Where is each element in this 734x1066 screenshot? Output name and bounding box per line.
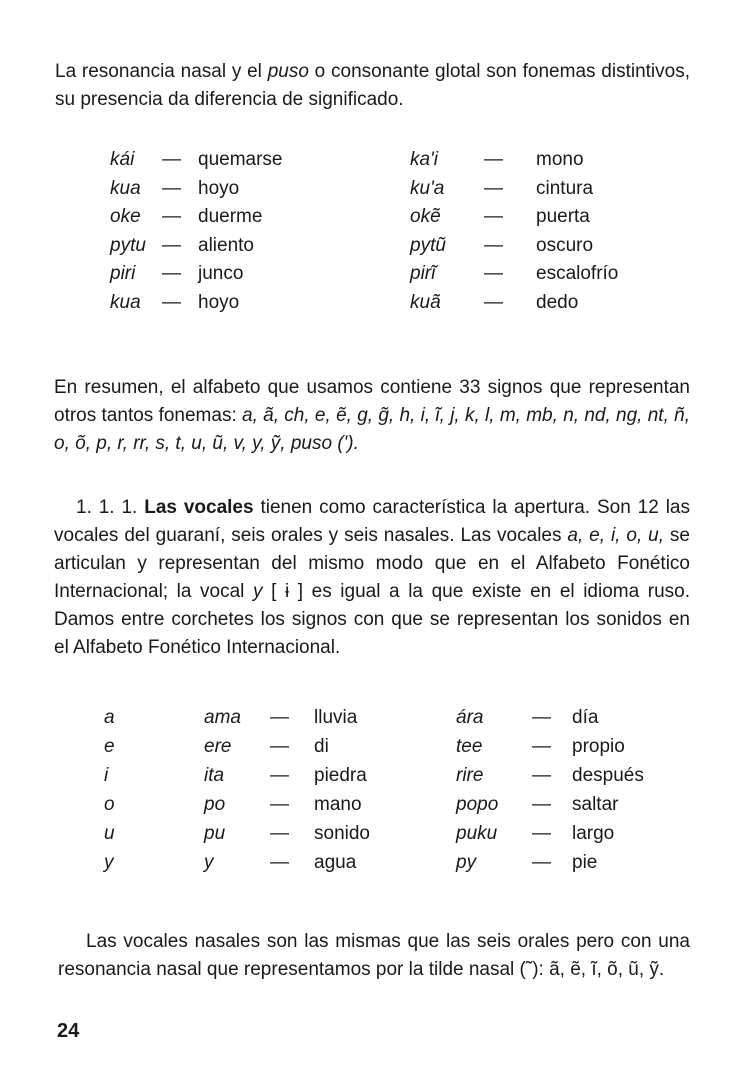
oral-vowel-list: a, e, i, o, u, bbox=[567, 525, 664, 546]
vowels-text-a: tienen como característica la apertura. Son 12 las vocales del guaraní, seis orales y seis nasales. Las vocales bbox=[54, 497, 690, 546]
meaning-oral: aliento bbox=[198, 234, 254, 256]
meaning-2: pie bbox=[572, 852, 598, 873]
word-glottal: pirĩ bbox=[410, 263, 436, 284]
intro-paragraph bbox=[55, 58, 690, 114]
vowels-text-b: se articulan y representan del mismo modo que en el Alfabeto Fonético Internacional; la vocal bbox=[54, 525, 690, 602]
meaning-2: largo bbox=[572, 823, 615, 844]
word-1: po bbox=[204, 794, 226, 815]
page-number: 24 bbox=[57, 1020, 80, 1042]
vowel: e bbox=[104, 736, 115, 757]
nasal-text: Las vocales nasales son las mismas que las seis orales pero con una resonancia nasal que representamos por la tilde nasal (˜): ã, ẽ, ĩ, õ, ũ, ỹ. bbox=[58, 931, 690, 980]
vowels-paragraph bbox=[54, 494, 690, 662]
dash: — bbox=[162, 291, 181, 313]
meaning-glottal: mono bbox=[536, 149, 584, 170]
meaning-2: propio bbox=[572, 736, 625, 757]
nasal-vowels-paragraph bbox=[58, 928, 690, 984]
dash: — bbox=[532, 765, 551, 786]
meaning-glottal: oscuro bbox=[536, 234, 594, 256]
alphabet-list: a, ã, ch, e, ẽ, g, g̃, h, i, ĩ, j, k, l, m, mb, n, nd, ng, nt, ñ, o, õ, p, r, rr, s, t, u, ũ, v, y, ỹ, puso ('). bbox=[54, 405, 690, 454]
vowel-example-row bbox=[104, 790, 664, 819]
meaning-oral: duerme bbox=[198, 206, 263, 227]
word-glottal: pytũ bbox=[410, 234, 446, 256]
dash: — bbox=[484, 263, 503, 284]
intro-text-b: o consonante glotal son fonemas distintivos, su presencia da diferencia de significado. bbox=[55, 61, 690, 110]
dash: — bbox=[162, 149, 181, 170]
dash: — bbox=[532, 794, 551, 815]
dash: — bbox=[162, 263, 181, 284]
dash: — bbox=[162, 177, 181, 199]
summary-text: En resumen, el alfabeto que usamos contiene 33 signos que representan otros tantos fonemas: bbox=[54, 377, 690, 426]
vowels-text-c: [ ɨ ] es igual a la que existe en el idioma ruso. Damos entre corchetes los signos con que se representan los sonidos en el Alfabeto Fonético Internacional. bbox=[54, 581, 690, 658]
word-2: ára bbox=[456, 707, 484, 728]
word-oral: piri bbox=[110, 263, 136, 284]
meaning-2: saltar bbox=[572, 794, 619, 815]
dash: — bbox=[532, 823, 551, 844]
glottal-example-row bbox=[110, 289, 630, 318]
dash: — bbox=[162, 206, 181, 227]
word-oral: kua bbox=[110, 177, 141, 199]
vowel: o bbox=[104, 794, 115, 815]
word-glottal: kuã bbox=[410, 291, 441, 313]
meaning-glottal: escalofrío bbox=[536, 263, 619, 284]
word-2: rire bbox=[456, 765, 484, 786]
word-1: ere bbox=[204, 736, 232, 757]
vowel-example-row bbox=[104, 761, 664, 790]
meaning-2: después bbox=[572, 765, 644, 786]
vowel-example-row bbox=[104, 848, 664, 877]
word-1: ita bbox=[204, 765, 225, 786]
meaning-1: agua bbox=[314, 852, 357, 873]
dash: — bbox=[484, 234, 503, 256]
meaning-1: sonido bbox=[314, 823, 370, 844]
dash: — bbox=[484, 177, 503, 199]
glottal-example-row bbox=[110, 260, 630, 289]
glottal-examples-table bbox=[110, 146, 630, 317]
word-glottal: ka'i bbox=[410, 149, 438, 170]
word-1: ama bbox=[204, 707, 241, 728]
dash: — bbox=[270, 765, 289, 786]
word-oral: kua bbox=[110, 291, 141, 313]
dash: — bbox=[532, 736, 551, 757]
meaning-1: mano bbox=[314, 794, 362, 815]
word-2: popo bbox=[456, 794, 499, 815]
dash: — bbox=[162, 234, 181, 256]
vowel-examples-table bbox=[104, 703, 664, 877]
meaning-oral: hoyo bbox=[198, 177, 240, 199]
meaning-oral: quemarse bbox=[198, 149, 283, 170]
dash: — bbox=[270, 852, 289, 873]
meaning-1: di bbox=[314, 736, 329, 757]
dash: — bbox=[270, 794, 289, 815]
meaning-2: día bbox=[572, 707, 599, 728]
dash: — bbox=[532, 852, 551, 873]
word-2: py bbox=[456, 852, 477, 873]
vowel-example-row bbox=[104, 819, 664, 848]
word-1: pu bbox=[204, 823, 226, 844]
vowel: u bbox=[104, 823, 115, 844]
dash: — bbox=[270, 736, 289, 757]
vowel: i bbox=[104, 765, 109, 786]
word-glottal: ku'a bbox=[410, 177, 445, 199]
word-1: y bbox=[204, 852, 214, 873]
word-2: tee bbox=[456, 736, 483, 757]
vowel-y: y bbox=[253, 581, 263, 602]
glottal-example-row bbox=[110, 146, 630, 175]
meaning-oral: junco bbox=[198, 263, 244, 284]
meaning-1: piedra bbox=[314, 765, 367, 786]
dash: — bbox=[270, 823, 289, 844]
section-heading: Las vocales bbox=[144, 497, 254, 518]
vowel: a bbox=[104, 707, 115, 728]
word-glottal: okẽ bbox=[410, 206, 441, 227]
dash: — bbox=[484, 206, 503, 227]
intro-term-puso: puso bbox=[267, 61, 309, 82]
meaning-glottal: cintura bbox=[536, 177, 594, 199]
word-oral: kái bbox=[110, 149, 135, 170]
word-oral: pytu bbox=[110, 234, 146, 256]
section-number: 1. 1. 1. bbox=[76, 497, 145, 518]
glottal-example-row bbox=[110, 175, 630, 204]
dash: — bbox=[484, 149, 503, 170]
glottal-example-row bbox=[110, 232, 630, 261]
word-2: puku bbox=[456, 823, 498, 844]
dash: — bbox=[270, 707, 289, 728]
word-oral: oke bbox=[110, 206, 141, 227]
meaning-glottal: dedo bbox=[536, 291, 579, 313]
vowel: y bbox=[104, 852, 114, 873]
vowel-example-row bbox=[104, 703, 664, 732]
meaning-1: lluvia bbox=[314, 707, 358, 728]
dash: — bbox=[484, 291, 503, 313]
meaning-oral: hoyo bbox=[198, 291, 240, 313]
intro-text-a: La resonancia nasal y el bbox=[55, 61, 268, 82]
dash: — bbox=[532, 707, 551, 728]
glottal-example-row bbox=[110, 203, 630, 232]
meaning-glottal: puerta bbox=[536, 206, 590, 227]
summary-paragraph bbox=[54, 374, 690, 458]
vowel-example-row bbox=[104, 732, 664, 761]
